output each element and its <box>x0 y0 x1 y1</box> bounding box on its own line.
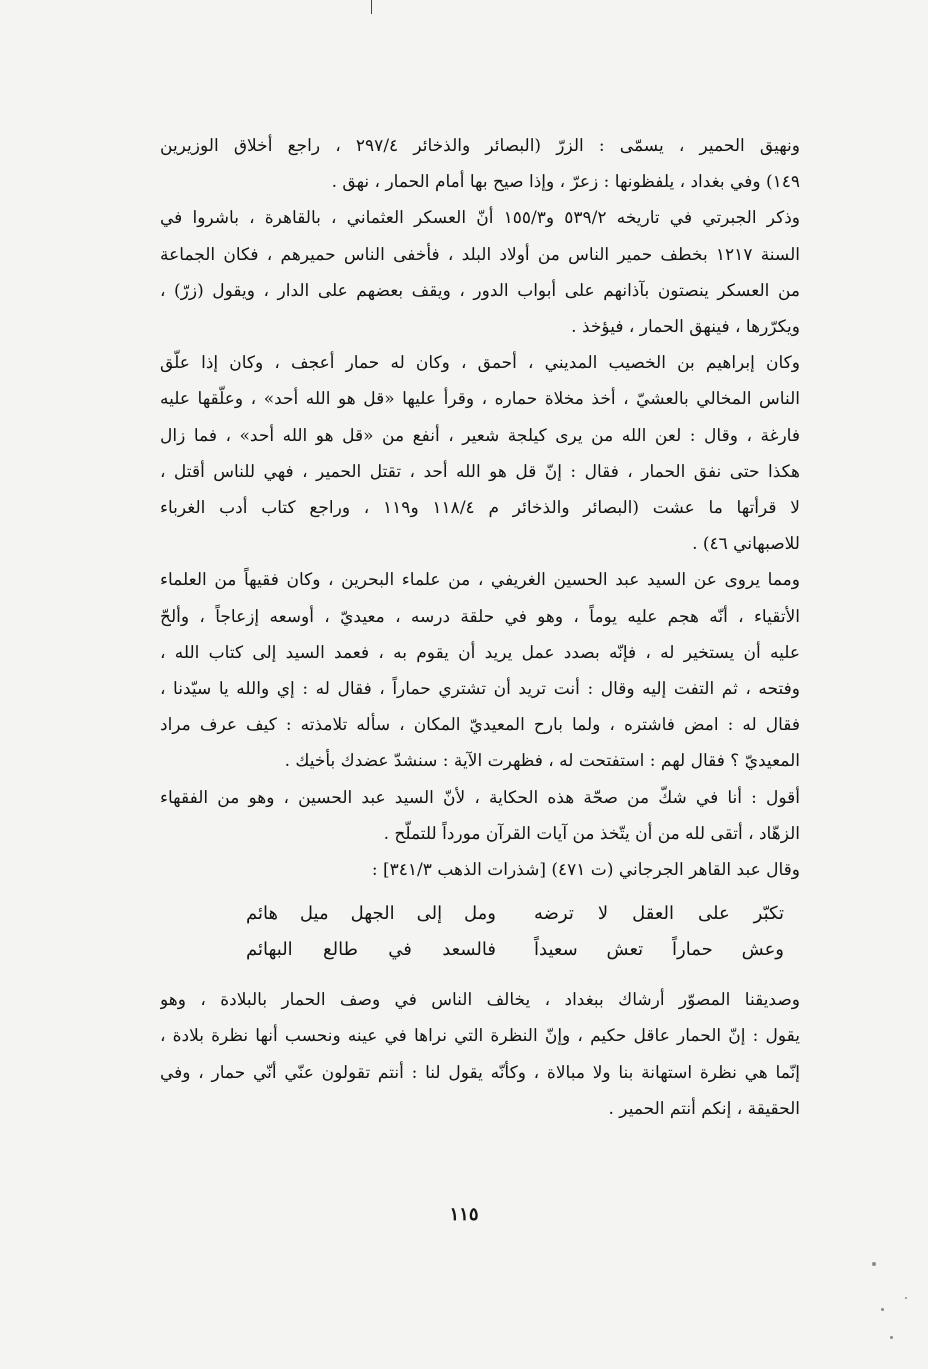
text-line: الحقيقة ، إنكم أنتم الحمير . <box>608 1098 800 1119</box>
text-line: يقول : إنّ الحمار عاقل حكيم ، وإنّ النظرة التي نراها في عينه ونحسب أنها نظرة بلادة ، <box>160 1026 800 1047</box>
paragraph-abd-al-husayn <box>160 562 836 779</box>
text-line: للاصبهاني ٤٦) . <box>692 534 800 555</box>
text-line: عليه أن يستخير له ، فإنّه بصدد عمل يريد أن يقوم به ، فعمد السيد إلى كتاب الله ، <box>160 642 800 663</box>
paragraph-jabarti <box>160 200 836 345</box>
paragraph-author-comment <box>160 780 836 852</box>
text-line: وقال عبد القاهر الجرجاني (ت ٤٧١) [شذرات الذهب ٣٤١/٣] : <box>371 860 800 881</box>
poem-second-hemistich: فالسعد في طالع البهائم <box>246 939 496 961</box>
poem-first-hemistich: تكبّر على العقل لا ترضه <box>534 903 784 925</box>
text-line: فقال له : امض فاشتره ، ولما بارح المعيديّ المكان ، سأله تلامذته : كيف عرف مراد <box>160 715 800 736</box>
scan-speck <box>905 1297 907 1299</box>
text-line: السنة ١٢١٧ بخطف حمير الناس من أولاد البلد ، فأخفى الناس حميرهم ، فكان الجماعة <box>160 244 801 265</box>
page-number: ١١٥ <box>449 1204 479 1225</box>
poem-verse <box>160 896 836 932</box>
poem-second-hemistich: ومل إلى الجهل ميل هائم <box>246 903 496 925</box>
paragraph-donkey-bray <box>160 128 836 200</box>
text-line: ويكرّرها ، فينهق الحمار ، فيؤخذ . <box>571 317 800 338</box>
text-line: الزهّاد ، أتقى لله من أن يتّخذ من آيات القرآن مورداً للتملّح . <box>383 823 800 844</box>
scan-edge-mark <box>371 0 372 14</box>
body-text <box>160 128 836 1127</box>
text-line: فارغة ، وقال : لعن الله من يرى كيلجة شعير ، أنفع من «قل هو الله أحد» ، فما زال <box>160 425 800 446</box>
paragraph-jurjani-intro <box>160 852 836 888</box>
text-line: وكان إبراهيم بن الخصيب المديني ، أحمق ، وكان له حمار أعجف ، وكان إذا علّق <box>160 353 800 374</box>
paragraph-ibrahim-ibn-al-khasib <box>160 345 836 562</box>
poem-first-hemistich: وعش حماراً تعش سعيداً <box>534 939 784 961</box>
text-line: وفتحه ، ثم التفت إليه وقال : أنت تريد أن تشتري حماراً ، فقال له : إي والله يا سيّدنا ، <box>160 679 800 700</box>
text-line: ١٤٩) وفي بغداد ، يلفظونها : زعرّ ، وإذا صيح بها أمام الحمار ، نهق . <box>331 172 800 193</box>
text-line: ونهيق الحمير ، يسمّى : الزرّ (البصائر والذخائر ٢٩٧/٤ ، راجع أخلاق الوزيرين <box>160 136 800 156</box>
text-line: إنّما هي نظرة استهانة بنا ولا مبالاة ، وكأنّه يقول لنا : أنتم تقولون عنّي أنّي حمار ، وفي <box>160 1062 800 1083</box>
text-line: أقول : أنا في شكّ من صحّة هذه الحكاية ، لأنّ السيد عبد الحسين ، وهو من الفقهاء <box>160 787 800 808</box>
scan-speck <box>890 1336 893 1339</box>
scan-speck <box>881 1308 884 1311</box>
text-line: المعيديّ ؟ فقال لهم : استفتحت له ، فظهرت الآية : سنشدّ عضدك بأخيك . <box>284 751 800 772</box>
poem-verse <box>160 932 836 968</box>
poem <box>160 896 836 968</box>
text-line: الأتقياء ، أنّه هجم عليه يوماً ، وهو في حلقة درسه ، معيديّ ، أوسعه إزعاجاً ، وألحّ <box>160 606 800 627</box>
text-line: ومما يروى عن السيد عبد الحسين الغريفي ، من علماء البحرين ، وكان فقيهاً من العلماء <box>160 570 800 591</box>
text-line: من العسكر ينصتون بآذانهم على أبواب الدور ، ويقف بعضهم على الدار ، ويقول (زرّ) ، <box>160 280 800 301</box>
text-line: لا قرأتها ما عشت (البصائر والذخائر م ١١٨/٤ و١١٩ ، وراجع كتاب أدب الغرباء <box>160 498 800 519</box>
paragraph-arshak <box>160 982 836 1127</box>
text-line: الناس المخالي بالعشيّ ، أخذ مخلاة حماره ، وقرأ عليها «قل هو الله أحد» ، وعلّقها عليه <box>160 389 800 410</box>
text-line: وصديقنا المصوّر أرشاك ببغداد ، يخالف الناس في وصف الحمار بالبلادة ، وهو <box>160 990 800 1011</box>
scan-speck <box>872 1262 876 1266</box>
text-line: هكذا حتى نفق الحمار ، فقال : إنّ قل هو الله أحد ، تقتل الحمير ، فهي للناس أقتل ، <box>160 461 800 482</box>
text-line: وذكر الجبرتي في تاريخه ٥٣٩/٢ و١٥٥/٣ أنّ العسكر العثماني ، بالقاهرة ، باشروا في <box>160 208 800 229</box>
